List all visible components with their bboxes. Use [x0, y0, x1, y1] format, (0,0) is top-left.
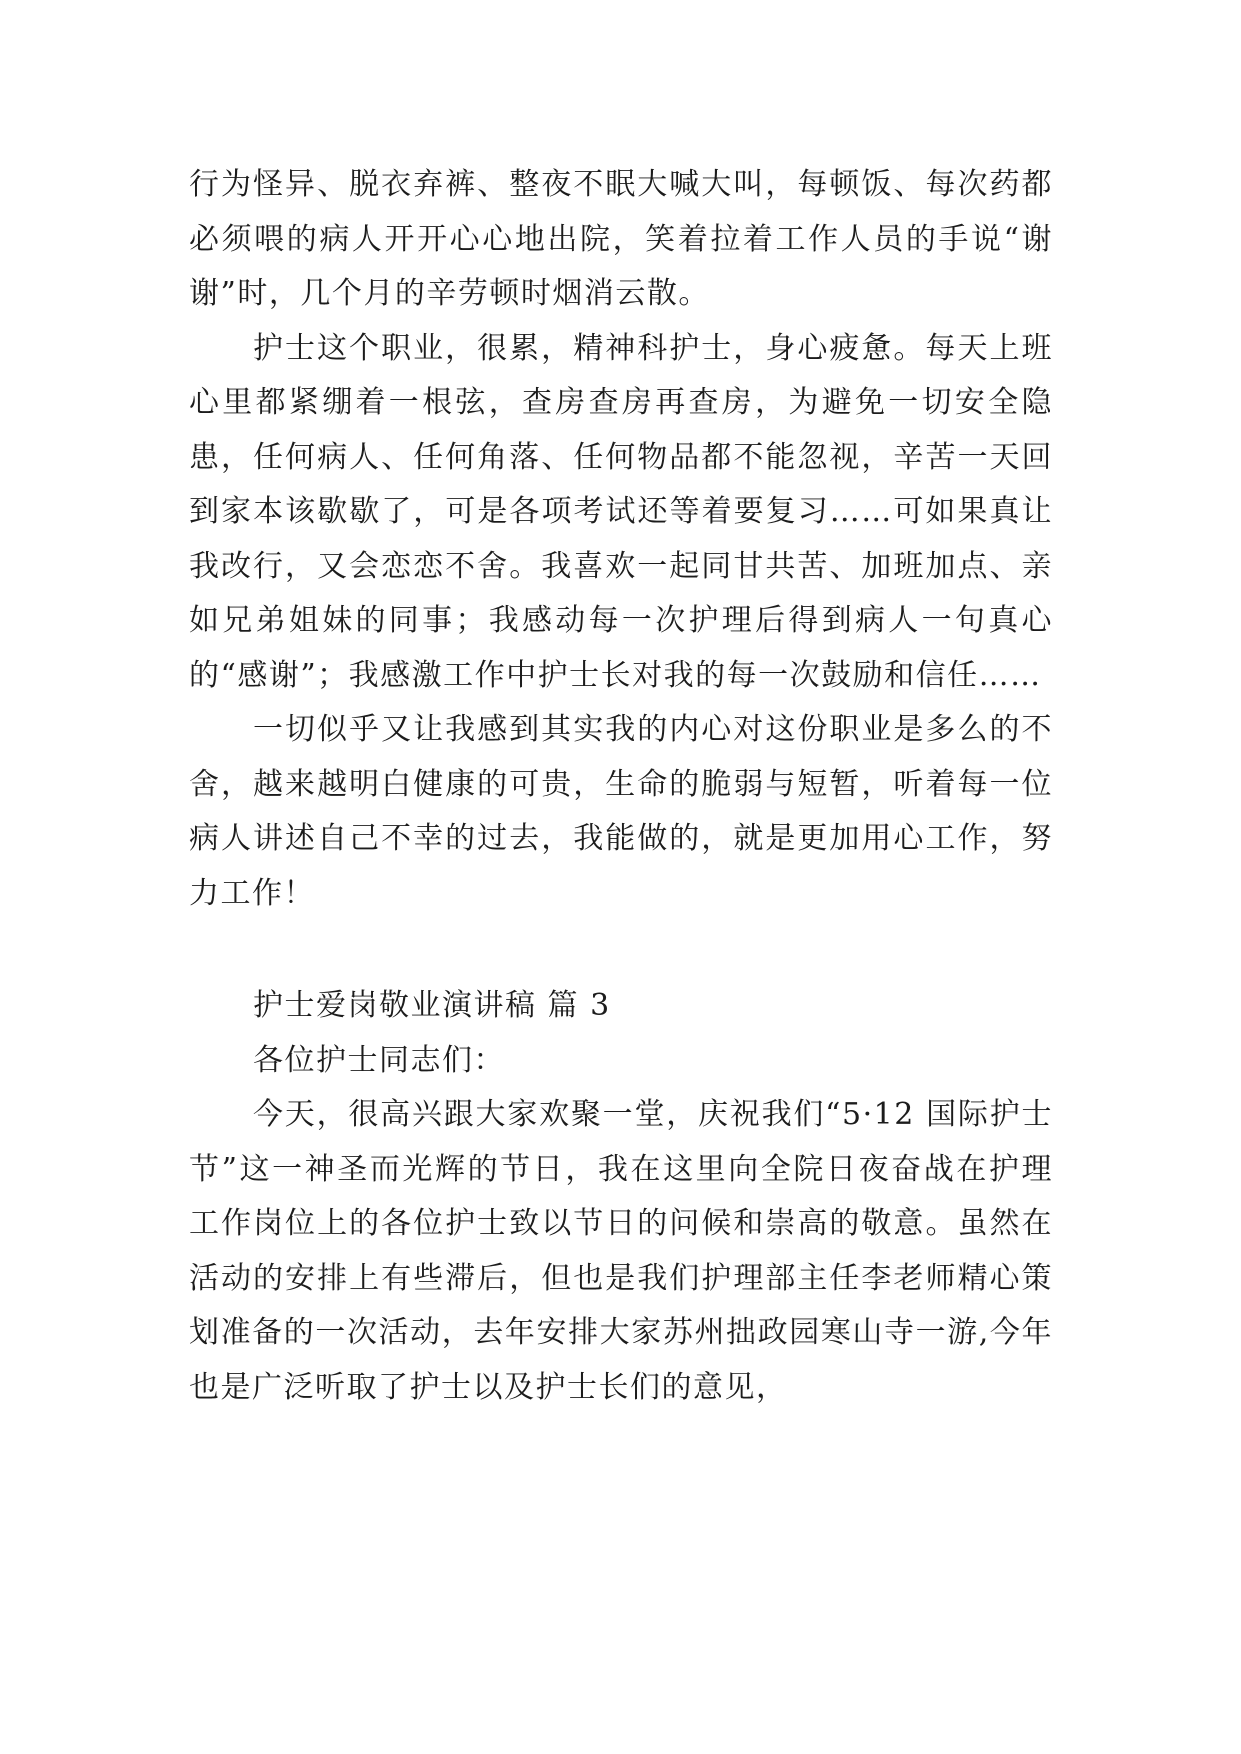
paragraph-3: 一切似乎又让我感到其实我的内心对这份职业是多么的不舍，越来越明白健康的可贵，生命的脆弱与短暂，听着每一位病人讲述自己不幸的过去，我能做的，就是更加用心工作，努力工作！	[189, 712, 1053, 911]
salutation: 各位护士同志们：	[253, 1042, 505, 1078]
paragraph-4: 今天，很高兴跟大家欢聚一堂，庆祝我们“5·12 国际护士节”这一神圣而光辉的节日，我在这里向全院日夜奋战在护理工作岗位上的各位护士致以节日的问候和崇高的敬意。虽然在活动的安排上有些滞后，但也是我们护理部主任李老师精心策划准备的一次活动，去年安排大家苏州拙政园寒山寺一游,今年也是广泛听取了护士以及护士长们的意见，	[189, 1097, 1053, 1405]
paragraph-2: 护士这个职业，很累，精神科护士，身心疲惫。每天上班心里都紧绷着一根弦，查房查房再查房，为避免一切安全隐患，任何病人、任何角落、任何物品都不能忽视，辛苦一天回到家本该歇歇了，可是各项考试还等着要复习……可如果真让我改行，又会恋恋不舍。我喜欢一起同甘共苦、加班加点、亲如兄弟姐妹的同事；我感动每一次护理后得到病人一句真心的“感谢”；我感激工作中护士长对我的每一次鼓励和信任……	[189, 330, 1053, 693]
paragraph-1: 行为怪异、脱衣弃裤、整夜不眠大喊大叫，每顿饭、每次药都必须喂的病人开开心心地出院，笑着拉着工作人员的手说“谢谢”时，几个月的辛劳顿时烟消云散。	[189, 167, 1053, 311]
document-body	[189, 158, 1053, 1415]
section-title: 护士爱岗敬业演讲稿 篇 3	[253, 988, 611, 1023]
section-gap	[189, 921, 1053, 979]
